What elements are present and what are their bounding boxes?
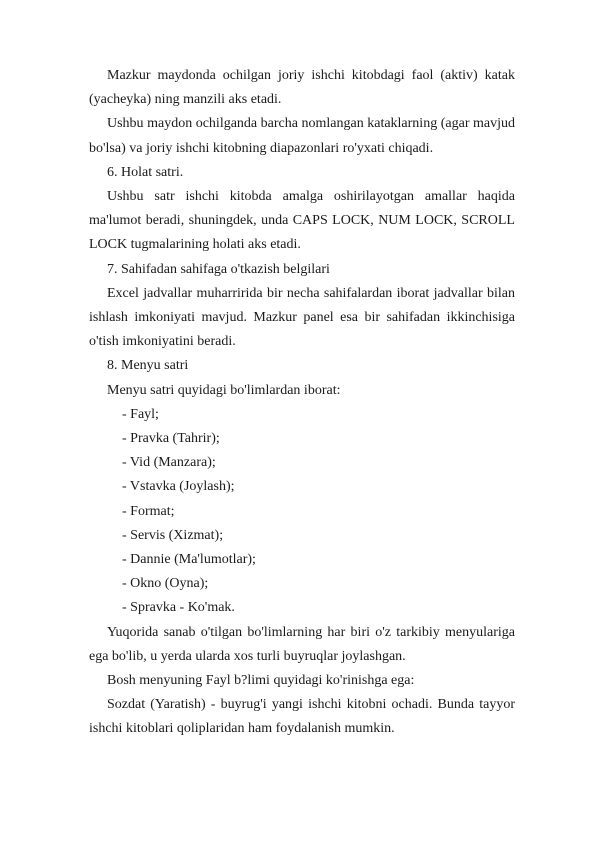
list-item: - Spravka - Ko'mak. xyxy=(122,600,235,616)
list-item: - Vstavka (Joylash); xyxy=(122,479,235,495)
paragraph-sheet-tabs: Excel jadvallar muharririda bir necha sahifalardan iborat jadvallar bilan ishlash imkoniyati mavjud. Mazkur panel esa bir sahifadan ikkinchisiga o'tish imkoniyatini beradi. xyxy=(89,285,515,350)
paragraph-status-bar: Ushbu satr ishchi kitobda amalga oshirilayotgan amallar haqida ma'lumot beradi, shuningdek, unda CAPS LOCK, NUM LOCK, SCROLL LOCK tugmalarining holati aks etadi. xyxy=(89,189,515,253)
heading-menu-bar: 8. Menyu satri xyxy=(107,358,189,374)
paragraph-active-cell: Mazkur maydonda ochilgan joriy ishchi kitobdagi faol (aktiv) katak (yacheyka) ning manzili aks etadi. xyxy=(89,68,515,108)
paragraph-menu-intro: Menyu satri quyidagi bo'limlardan iborat: xyxy=(107,382,341,398)
heading-sheet-tabs: 7. Sahifadan sahifaga o'tkazish belgilari xyxy=(107,261,330,277)
list-item: - Fayl; xyxy=(122,406,159,422)
paragraph-create-command: Sozdat (Yaratish) - buyrug'i yangi ishchi kitobni ochadi. Bunda tayyor ishchi kitoblari qoliplaridan ham foydalanish mumkin. xyxy=(89,697,515,737)
list-item: - Vid (Manzara); xyxy=(122,455,216,471)
paragraph-named-ranges: Ushbu maydon ochilganda barcha nomlangan kataklarning (agar mavjud bo'lsa) va joriy ishchi kitobning diapazonlari ro'yxati chiqadi. xyxy=(89,116,515,156)
menu-items-list xyxy=(89,403,515,621)
paragraph-file-menu: Bosh menyuning Fayl b?limi quyidagi ko'rinishga ega: xyxy=(107,673,415,689)
list-item: - Dannie (Ma'lumotlar); xyxy=(122,552,256,568)
heading-status-bar: 6. Holat satri. xyxy=(107,164,184,180)
paragraph-submenus: Yuqorida sanab o'tilgan bo'limlarning har biri o'z tarkibiy menyulariga ega bo'lib, u yerda ularda xos turli buyruqlar joylashgan. xyxy=(89,624,515,664)
list-item: - Pravka (Tahrir); xyxy=(122,431,220,447)
list-item: - Servis (Xizmat); xyxy=(122,527,224,543)
list-item: - Format; xyxy=(122,503,175,519)
list-item: - Okno (Oyna); xyxy=(122,576,209,592)
